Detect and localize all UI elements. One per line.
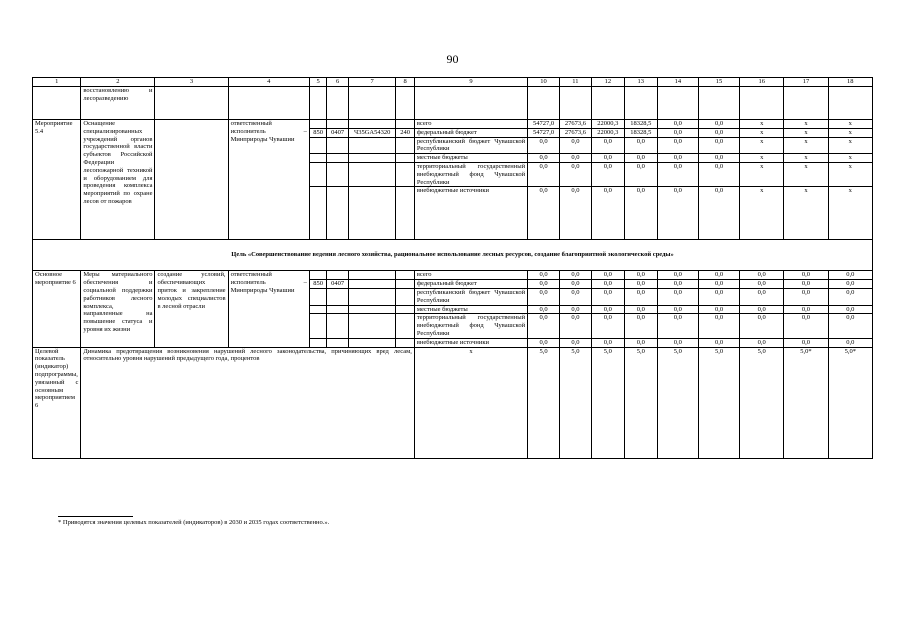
value-cell: 5,0 — [528, 347, 560, 458]
value-cell: x — [784, 187, 828, 240]
column-number: 1 — [33, 78, 81, 87]
value-cell: 0,0 — [740, 271, 784, 280]
value-cell: 0,0 — [698, 271, 739, 280]
table-row — [33, 271, 873, 280]
value-cell: 0,0 — [784, 305, 828, 314]
value-cell: 0,0 — [559, 314, 591, 338]
value-cell: x — [828, 120, 872, 129]
value-cell: 0,0 — [591, 288, 624, 305]
column-number: 9 — [414, 78, 527, 87]
value-cell: 5,0 — [624, 347, 657, 458]
funding-source: всего — [414, 271, 527, 280]
value-cell: 27673,6 — [559, 120, 591, 129]
value-cell: 0,0 — [698, 128, 739, 137]
value-cell: 54727,0 — [528, 128, 560, 137]
value-cell: 0,0 — [624, 137, 657, 154]
value-cell: x — [740, 137, 784, 154]
value-cell: 0,0 — [591, 305, 624, 314]
value-cell: 0,0 — [559, 154, 591, 163]
column-number: 16 — [740, 78, 784, 87]
value-cell: 0,0 — [528, 305, 560, 314]
table-row — [33, 120, 873, 129]
indicator-col9: x — [414, 347, 527, 458]
footnote-rule — [58, 516, 133, 517]
value-cell: 0,0 — [559, 288, 591, 305]
value-cell: 0,0 — [657, 314, 698, 338]
value-cell: 5,0 — [698, 347, 739, 458]
value-cell: x — [828, 154, 872, 163]
value-cell: 0,0 — [624, 288, 657, 305]
value-cell: 0,0 — [624, 280, 657, 289]
value-cell: 0,0 — [528, 314, 560, 338]
event-name: Основное мероприятие 6 — [33, 271, 81, 347]
funding-source: внебюджетные источники — [414, 187, 527, 240]
value-cell: 0,0 — [624, 305, 657, 314]
column-number: 5 — [309, 78, 327, 87]
code-cell: 0407 — [327, 280, 349, 289]
column-number: 11 — [559, 78, 591, 87]
value-cell: 0,0 — [559, 305, 591, 314]
footnote: * Приводятся значения целевых показателей (индикаторов) в 2030 и 2035 годах соответственно.». — [58, 519, 330, 526]
value-cell: 0,0 — [784, 338, 828, 347]
value-cell: 0,0 — [698, 288, 739, 305]
funding-source: республиканский бюджет Чувашской Республики — [414, 137, 527, 154]
value-cell: 0,0 — [559, 137, 591, 154]
value-cell: 0,0 — [591, 314, 624, 338]
indicator-name: Целевой показатель (индикатор) подпрограммы, увязанный с основным мероприятием 6 — [33, 347, 81, 458]
column-number: 8 — [396, 78, 415, 87]
value-cell: 0,0 — [784, 280, 828, 289]
value-cell: 0,0 — [559, 187, 591, 240]
value-cell: 0,0 — [591, 162, 624, 186]
column-number: 4 — [228, 78, 309, 87]
code-cell: 850 — [309, 128, 327, 137]
column-number: 7 — [348, 78, 395, 87]
column-number: 12 — [591, 78, 624, 87]
value-cell: 0,0 — [657, 137, 698, 154]
value-cell: 0,0 — [698, 154, 739, 163]
value-cell: 0,0 — [624, 314, 657, 338]
value-cell: 0,0 — [559, 271, 591, 280]
funding-source: федеральный бюджет — [414, 128, 527, 137]
value-cell: 0,0 — [591, 338, 624, 347]
funding-source: внебюджетные источники — [414, 338, 527, 347]
value-cell: 0,0 — [528, 288, 560, 305]
value-cell: x — [784, 120, 828, 129]
value-cell: 0,0 — [740, 305, 784, 314]
code-cell: 850 — [309, 280, 327, 289]
column-number: 17 — [784, 78, 828, 87]
column-number: 6 — [327, 78, 349, 87]
value-cell: 0,0 — [624, 154, 657, 163]
value-cell: 0,0 — [528, 338, 560, 347]
event-name: Мероприятие 5.4 — [33, 120, 81, 240]
table-row — [33, 87, 873, 120]
value-cell: 0,0 — [624, 187, 657, 240]
value-cell: 27673,6 — [559, 128, 591, 137]
value-cell: 0,0 — [591, 271, 624, 280]
value-cell: x — [828, 162, 872, 186]
value-cell: 5,0* — [828, 347, 872, 458]
value-cell: 0,0 — [740, 338, 784, 347]
value-cell: x — [784, 154, 828, 163]
value-cell: 0,0 — [740, 288, 784, 305]
event-description: Меры материального обеспечения и социальной поддержки работников лесного комплекса, направленные на повышение статуса и уровня их жизни — [81, 271, 155, 347]
value-cell: x — [740, 120, 784, 129]
value-cell: 0,0 — [698, 162, 739, 186]
value-cell: 0,0 — [698, 305, 739, 314]
code-cell: 0407 — [327, 128, 349, 137]
column-number: 15 — [698, 78, 739, 87]
value-cell: 0,0 — [698, 120, 739, 129]
budget-table — [32, 77, 873, 459]
value-cell: 0,0 — [698, 338, 739, 347]
value-cell: x — [828, 137, 872, 154]
value-cell: 22000,3 — [591, 128, 624, 137]
code-cell: 240 — [396, 128, 415, 137]
continuation-text: восстановлению и лесоразведению — [81, 87, 155, 120]
event-executor: ответственный исполнитель – Минприроды Чувашии — [228, 271, 309, 347]
value-cell: 0,0 — [624, 271, 657, 280]
value-cell: 0,0 — [528, 154, 560, 163]
value-cell: x — [740, 128, 784, 137]
event-executor: ответственный исполнитель – Минприроды Чувашии — [228, 120, 309, 240]
indicator-description: Динамика предотвращения возникновения нарушений лесного законодательства, причиняющих вред лесам, относительно уровня нарушений предыдущего года, процентов — [81, 347, 414, 458]
value-cell: 0,0 — [591, 280, 624, 289]
value-cell: x — [740, 162, 784, 186]
value-cell: 0,0 — [740, 314, 784, 338]
value-cell: 22000,3 — [591, 120, 624, 129]
value-cell: 0,0 — [528, 162, 560, 186]
value-cell: 0,0 — [740, 280, 784, 289]
value-cell: 5,0 — [559, 347, 591, 458]
value-cell: 18328,5 — [624, 120, 657, 129]
value-cell: 0,0 — [828, 338, 872, 347]
value-cell: 0,0 — [828, 288, 872, 305]
value-cell: 5,0 — [591, 347, 624, 458]
value-cell: 0,0 — [828, 314, 872, 338]
value-cell: x — [828, 187, 872, 240]
value-cell: 0,0 — [698, 187, 739, 240]
funding-source: местные бюджеты — [414, 305, 527, 314]
value-cell: x — [784, 128, 828, 137]
value-cell: 0,0 — [828, 280, 872, 289]
funding-source: территориальный государственный внебюджетный фонд Чувашской Республики — [414, 314, 527, 338]
value-cell: 0,0 — [784, 271, 828, 280]
value-cell: 0,0 — [657, 154, 698, 163]
value-cell: 0,0 — [657, 128, 698, 137]
value-cell: 0,0 — [528, 280, 560, 289]
event-task: создание условий, обеспечивающих приток и закрепление молодых специалистов в лесной отрасли — [155, 271, 228, 347]
header-row — [33, 78, 873, 87]
value-cell: 5,0* — [784, 347, 828, 458]
value-cell: 0,0 — [624, 162, 657, 186]
value-cell: 0,0 — [828, 271, 872, 280]
goal-title: Цель «Совершенствование ведения лесного хозяйства, рациональное использование лесных ресурсов, создание благоприятной экологической среды» — [33, 240, 873, 271]
column-number: 18 — [828, 78, 872, 87]
value-cell: 0,0 — [784, 288, 828, 305]
value-cell: 0,0 — [624, 338, 657, 347]
page-number: 90 — [446, 52, 459, 66]
value-cell: 0,0 — [784, 314, 828, 338]
value-cell: 0,0 — [657, 305, 698, 314]
value-cell: x — [828, 128, 872, 137]
value-cell: 54727,0 — [528, 120, 560, 129]
value-cell: 0,0 — [559, 338, 591, 347]
value-cell: 0,0 — [657, 162, 698, 186]
column-number: 10 — [528, 78, 560, 87]
value-cell: x — [784, 162, 828, 186]
value-cell: 0,0 — [657, 120, 698, 129]
value-cell: 0,0 — [528, 137, 560, 154]
column-number: 2 — [81, 78, 155, 87]
value-cell: 0,0 — [591, 154, 624, 163]
value-cell: x — [740, 187, 784, 240]
value-cell: 0,0 — [559, 162, 591, 186]
value-cell: 0,0 — [657, 187, 698, 240]
funding-source: всего — [414, 120, 527, 129]
value-cell: 0,0 — [591, 187, 624, 240]
value-cell: 0,0 — [591, 137, 624, 154]
funding-source: федеральный бюджет — [414, 280, 527, 289]
value-cell: x — [784, 137, 828, 154]
value-cell: 0,0 — [698, 280, 739, 289]
value-cell: 0,0 — [657, 338, 698, 347]
funding-source: местные бюджеты — [414, 154, 527, 163]
value-cell: 0,0 — [528, 271, 560, 280]
goal-row — [33, 240, 873, 271]
value-cell: 0,0 — [559, 280, 591, 289]
value-cell: 0,0 — [657, 271, 698, 280]
funding-source: республиканский бюджет Чувашской Республики — [414, 288, 527, 305]
value-cell: 0,0 — [657, 288, 698, 305]
column-number: 3 — [155, 78, 228, 87]
column-number: 13 — [624, 78, 657, 87]
event-description: Оснащение специализированных учреждений органов государственной власти субъектов Российской Федерации лесопожарной техникой и оборудованием для проведения комплекса мероприятий по охране лесов от пожаров — [81, 120, 155, 240]
value-cell: 0,0 — [657, 280, 698, 289]
value-cell: 0,0 — [828, 305, 872, 314]
column-number: 14 — [657, 78, 698, 87]
value-cell: 5,0 — [740, 347, 784, 458]
funding-source: территориальный государственный внебюджетный фонд Чувашской Республики — [414, 162, 527, 186]
code-cell: Ч35GA54320 — [348, 128, 395, 137]
value-cell: 18328,5 — [624, 128, 657, 137]
value-cell: 5,0 — [657, 347, 698, 458]
value-cell: 0,0 — [528, 187, 560, 240]
value-cell: 0,0 — [698, 314, 739, 338]
value-cell: 0,0 — [698, 137, 739, 154]
value-cell: x — [740, 154, 784, 163]
indicator-row — [33, 347, 873, 458]
